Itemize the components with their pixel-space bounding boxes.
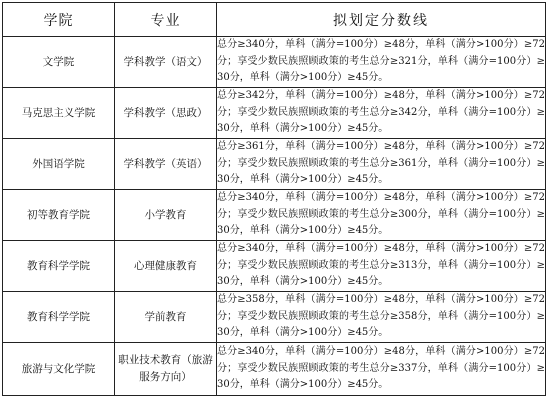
header-score-line: 拟划定分数线 [217,3,546,37]
cell-major: 职业技术教育（旅游服务方向） [115,343,217,396]
cell-score-line: 总分≥342分，单科（满分=100分）≥48分，单科（满分>100分）≥72分；享受少数民族照顾政策的考生总分≥342分，单科（满分=100分）≥30分，单科（满分>100分）≥45分。 [217,88,546,139]
table-row [3,37,546,88]
table-row [3,190,546,241]
cell-college: 马克思主义学院 [3,88,115,139]
cell-major: 学科教学（语文） [115,37,217,88]
table-row [3,292,546,343]
table-header-row [3,3,546,37]
cell-major: 小学教育 [115,190,217,241]
cell-major: 学科教学（思政） [115,88,217,139]
cell-major: 心理健康教育 [115,241,217,292]
header-major: 专业 [115,3,217,37]
cell-major: 学前教育 [115,292,217,343]
cell-college: 文学院 [3,37,115,88]
table-row [3,343,546,396]
cell-college: 教育科学学院 [3,241,115,292]
table-row [3,139,546,190]
table-row [3,88,546,139]
cell-score-line: 总分≥361分，单科（满分=100分）≥48分，单科（满分>100分）≥72分；享受少数民族照顾政策的考生总分≥361分，单科（满分=100分）≥30分，单科（满分>100分）≥45分。 [217,139,546,190]
cell-score-line: 总分≥358分，单科（满分=100分）≥48分，单科（满分>100分）≥72分；享受少数民族照顾政策的考生总分≥358分，单科（满分=100分）≥30分，单科（满分>100分）≥45分。 [217,292,546,343]
cell-college: 旅游与文化学院 [3,343,115,396]
cell-score-line: 总分≥340分，单科（满分=100分）≥48分，单科（满分>100分）≥72分；享受少数民族照顾政策的考生总分≥300分，单科（满分=100分）≥30分，单科（满分>100分）≥45分。 [217,190,546,241]
cell-college: 外国语学院 [3,139,115,190]
table-row [3,241,546,292]
cell-score-line: 总分≥340分，单科（满分=100分）≥48分，单科（满分>100分）≥72分；享受少数民族照顾政策的考生总分≥321分，单科（满分=100分）≥30分，单科（满分>100分）≥45分。 [217,37,546,88]
cell-college: 初等教育学院 [3,190,115,241]
cell-score-line: 总分≥340分，单科（满分=100分）≥48分，单科（满分>100分）≥72分；享受少数民族照顾政策的考生总分≥337分，单科（满分=100分）≥30分，单科（满分>100分）≥45分。 [217,343,546,396]
cell-score-line: 总分≥340分，单科（满分=100分）≥48分，单科（满分>100分）≥72分；享受少数民族照顾政策的考生总分≥313分，单科（满分=100分）≥30分，单科（满分>100分）≥45分。 [217,241,546,292]
header-college: 学院 [3,3,115,37]
score-line-table [2,2,546,396]
cell-college: 教育科学学院 [3,292,115,343]
cell-major: 学科教学（英语） [115,139,217,190]
